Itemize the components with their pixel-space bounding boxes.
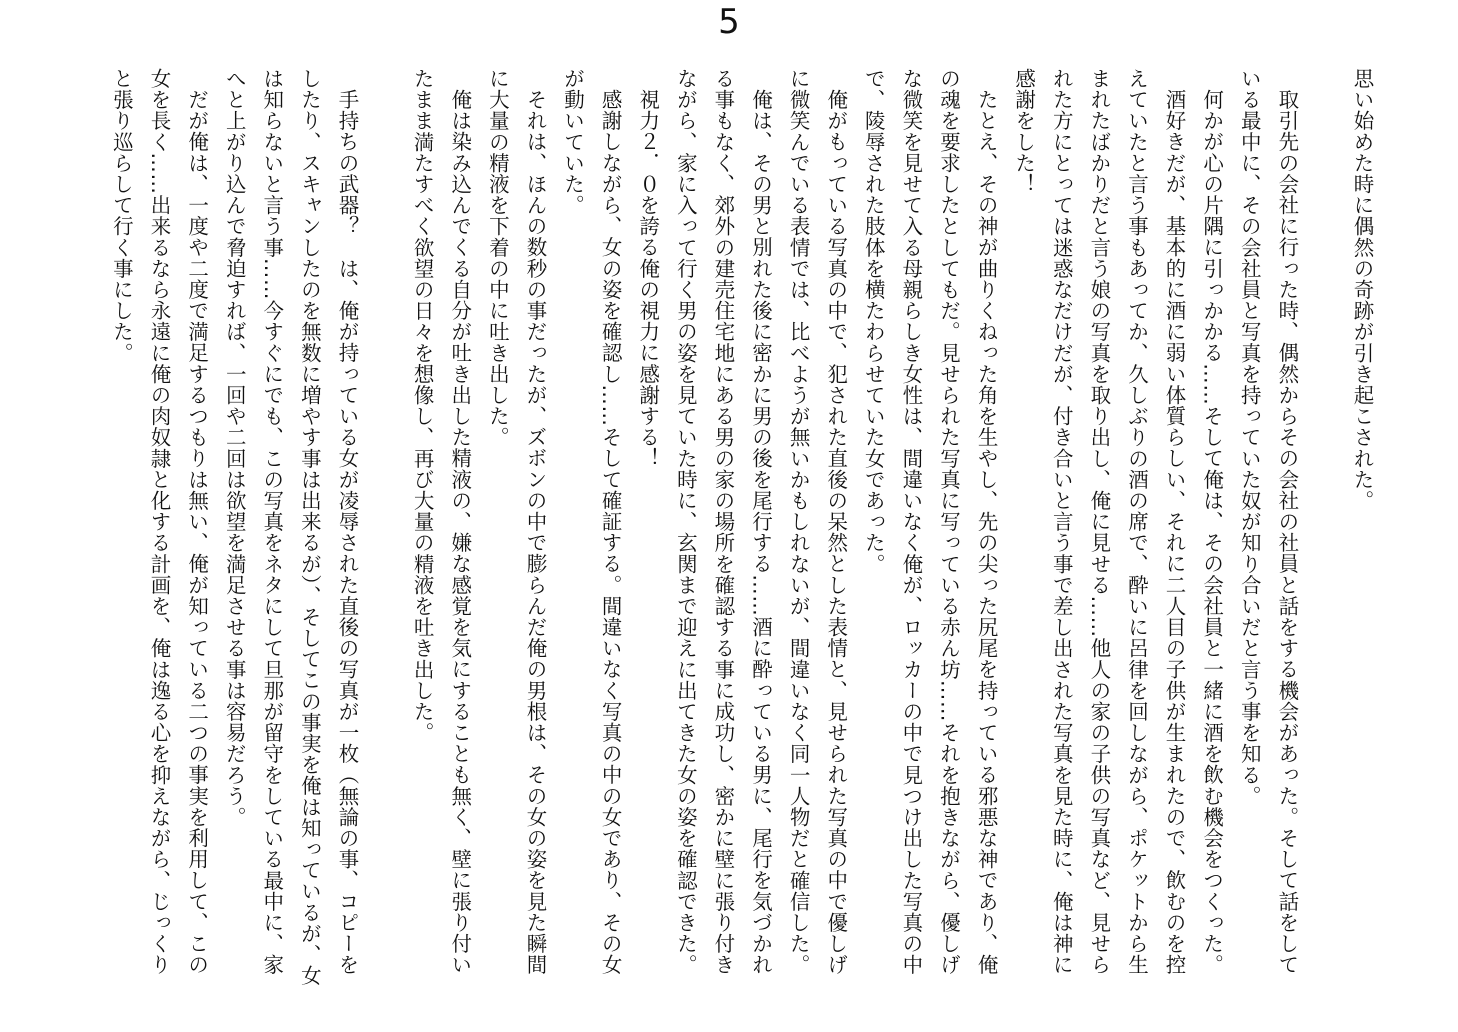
paragraph: 俺がもっている写真の中で、犯された直後の呆然とした表情と、見せられた写真の中で優しげに微笑んでいる表情では、比べようが無いかもしれないが、間違いなく同一人物だと確信した。 <box>786 68 848 976</box>
paragraph: 感謝しながら、女の姿を確認し……そして確証する。間違いなく写真の中の女であり、その女が動いていた。 <box>560 68 623 975</box>
paragraph: たとえ、その神が曲りくねった角を生やし、先の尖った尻尾を持っている邪悪な神であり、俺の魂を要求したとしてもだ。見せられた写真に写っている赤ん坊……それを抱きながら、優しげな微笑を見せて入る母親らしき女性は、間違いなく俺が、ロッカーの中で見つけ出した写真の中で、陵辱された肢体を横たわらせていた女であった。 <box>861 68 999 976</box>
paragraph: だが俺は、一度や二度で満足するつもりは無い、俺が知っている二つの事実を利用して、この女を長く……出来るなら永遠に俺の肉奴隷と化する計画を、俺は逸る心を抑えながら、じっくりと張り巡らして行く事にした。 <box>109 68 209 976</box>
page-number: 5 <box>718 2 740 42</box>
paragraph-blank <box>365 68 403 988</box>
paragraph: 取引先の会社に行った時、偶然からその会社の社員と話をする機会があった。そして話をしている最中に、その会社員と写真を持っていた奴が知り合いだと言う事を知る。 <box>1237 68 1299 975</box>
paragraph: 手持ちの武器？ は、俺が持っている女が凌辱された直後の写真が一枚（無論の事、コピーをしたり、スキャンしたのを無数に増やす事は出来るが）、そしてこの事実を俺は知っているが、女は知らないと言う事……今すぐにでも、この写真をネタにして旦那が留守をしている最中に、家へと上がり込んで脅迫すれば、一回や二回は欲望を満足させる事は容易だろう。 <box>222 68 359 987</box>
paragraph: 酒好きだが、基本的に酒に弱い体質らしい、それに二人目の子供が生まれたので、飲むのを控えていたと言う事もあってか、久しぶりの酒の席で、酔いに呂律を回しながら、ポケットから生まれたばかりだと言う娘の写真を取り出し、俺に見せる……他人の家の子供の写真など、見せられた方にとっては迷惑なだけだが、付き合いと言う事で差し出された写真を見た時に、俺は神に感謝をした！ <box>1011 68 1187 976</box>
paragraph-opening: 思い始めた時に偶然の奇跡が引き起こされた。 <box>1350 68 1374 512</box>
paragraph: 何かが心の片隅に引っかかる……そして俺は、その会社員と一緒に酒を飲む機会をつくった。 <box>1199 88 1224 975</box>
paragraph-blank <box>1305 68 1343 988</box>
paragraph: 俺は、その男と別れた後に密かに男の後を尾行する……酒に酔っている男に、尾行を気づかれる事もなく、郊外の建売住宅地にある男の家の場所を確認する事に成功し、密かに壁に張り付きながら、家に入って行く男の姿を見ていた時に、玄関まで迎えに出てきた女の姿を確認できた。 <box>673 68 773 976</box>
paragraph: 俺は染み込んでくる自分が吐き出した精液の、嫌な感覚を気にすることも無く、壁に張り付いたまま満たすべく欲望の日々を想像し、再び大量の精液を吐き出した。 <box>410 68 472 975</box>
vertical-text-body <box>102 68 1380 988</box>
paragraph: それは、ほんの数秒の事だったが、ズボンの中で膨らんだ俺の男根は、その女の姿を見た瞬間に大量の精液を下着の中に吐き出した。 <box>485 68 547 975</box>
paragraph: 視力２．０を誇る俺の視力に感謝する！ <box>635 88 660 469</box>
